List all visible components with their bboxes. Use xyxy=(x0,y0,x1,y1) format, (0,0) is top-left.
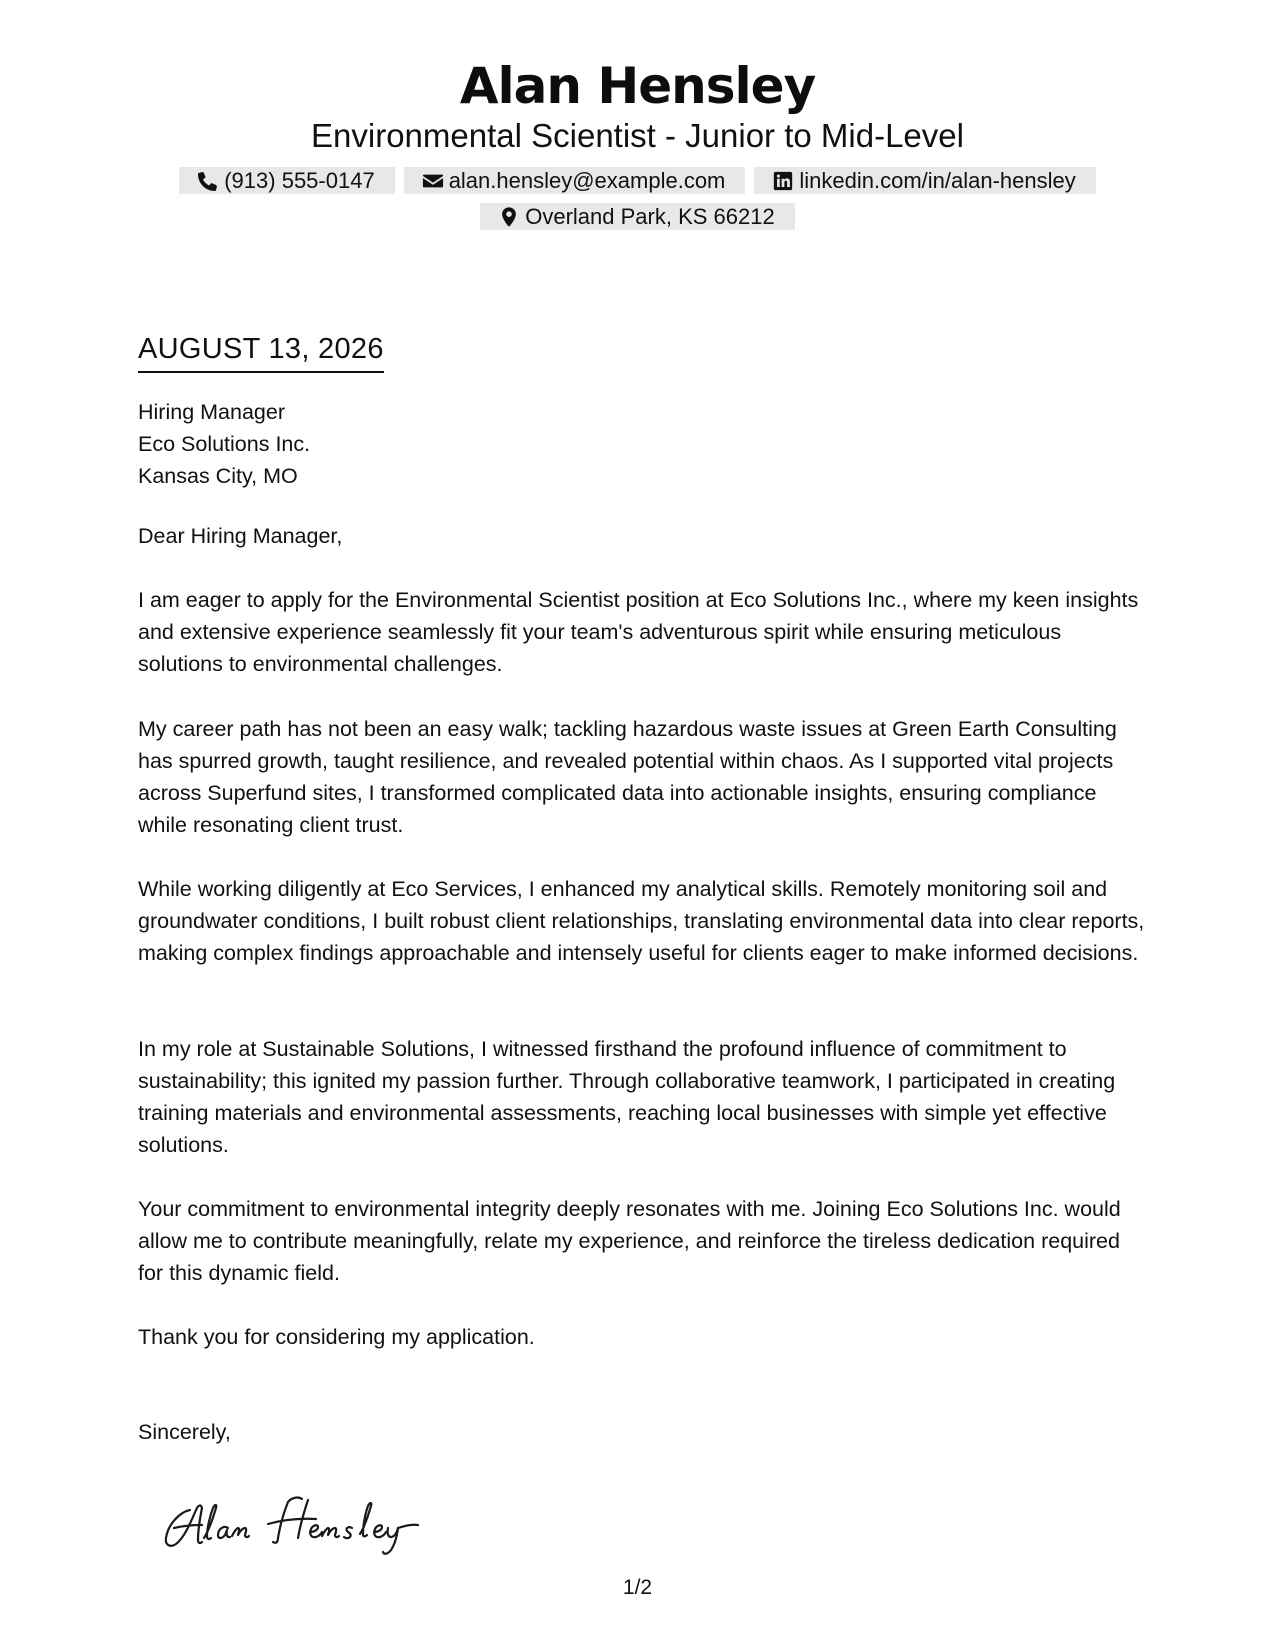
applicant-name: Alan Hensley xyxy=(459,57,816,115)
body-paragraph: Your commitment to environmental integrity deeply resonates with me. Joining Eco Solutions Inc. would allow me to contribute meaningfully, relate my experience, and reinforce the tireless dedication required for this dynamic field. xyxy=(138,1197,1121,1285)
contact-info xyxy=(0,167,1275,230)
job-title: Environmental Scientist - Junior to Mid-Level xyxy=(311,117,964,154)
email-text: alan.hensley@example.com xyxy=(448,168,726,193)
contact-row-secondary xyxy=(0,203,1275,230)
recipient-line: Hiring Manager xyxy=(138,400,285,424)
linkedin-contact[interactable] xyxy=(754,167,1095,194)
location-contact xyxy=(480,203,794,230)
closing: Sincerely, xyxy=(138,1420,231,1444)
letter-header xyxy=(0,56,1275,156)
page-number: 1/2 xyxy=(622,1576,653,1599)
body-paragraph: In my role at Sustainable Solutions, I witnessed firsthand the profound influence of commitment to sustainability; this ignited my passion further. Through collaborative teamwork, I participated in creating training materials and environmental assessments, reaching local businesses with simple yet effective solutions. xyxy=(138,1037,1116,1157)
phone-contact[interactable] xyxy=(179,167,394,194)
contact-row-primary xyxy=(0,167,1275,194)
body-paragraph: I am eager to apply for the Environmental Scientist position at Eco Solutions Inc., where my keen insights and extensive experience seamlessly fit your team's adventurous spirit while ensuring meticulous solutions to environmental challenges. xyxy=(138,588,1139,676)
body-paragraph: While working diligently at Eco Services, I enhanced my analytical skills. Remotely monitoring soil and groundwater conditions, I built robust client relationships, translating environmental data into clear reports, making complex findings approachable and intensely useful for clients eager to make informed decisions. xyxy=(138,877,1145,965)
recipient-line: Kansas City, MO xyxy=(138,464,298,488)
recipient-line: Eco Solutions Inc. xyxy=(138,432,311,456)
body-paragraph: My career path has not been an easy walk; tackling hazardous waste issues at Green Earth Consulting has spurred growth, taught resilience, and revealed potential within chaos. As I supported vital projects across Superfund sites, I transformed complicated data into actionable insights, ensuring compliance while resonating client trust. xyxy=(138,717,1117,837)
envelope-icon xyxy=(422,170,444,192)
email-contact[interactable] xyxy=(404,167,746,194)
linkedin-text: linkedin.com/in/alan-hensley xyxy=(799,168,1076,193)
recipient-block xyxy=(138,396,1148,492)
salutation: Dear Hiring Manager, xyxy=(138,524,343,548)
map-pin-icon xyxy=(498,206,520,228)
phone-text: (913) 555-0147 xyxy=(224,168,375,193)
handwritten-signature xyxy=(160,1488,430,1558)
letter-date: AUGUST 13, 2026 xyxy=(138,330,384,373)
phone-icon xyxy=(197,170,219,192)
body-paragraph: Thank you for considering my application. xyxy=(138,1325,535,1349)
location-text: Overland Park, KS 66212 xyxy=(525,204,775,229)
linkedin-icon xyxy=(772,170,794,192)
